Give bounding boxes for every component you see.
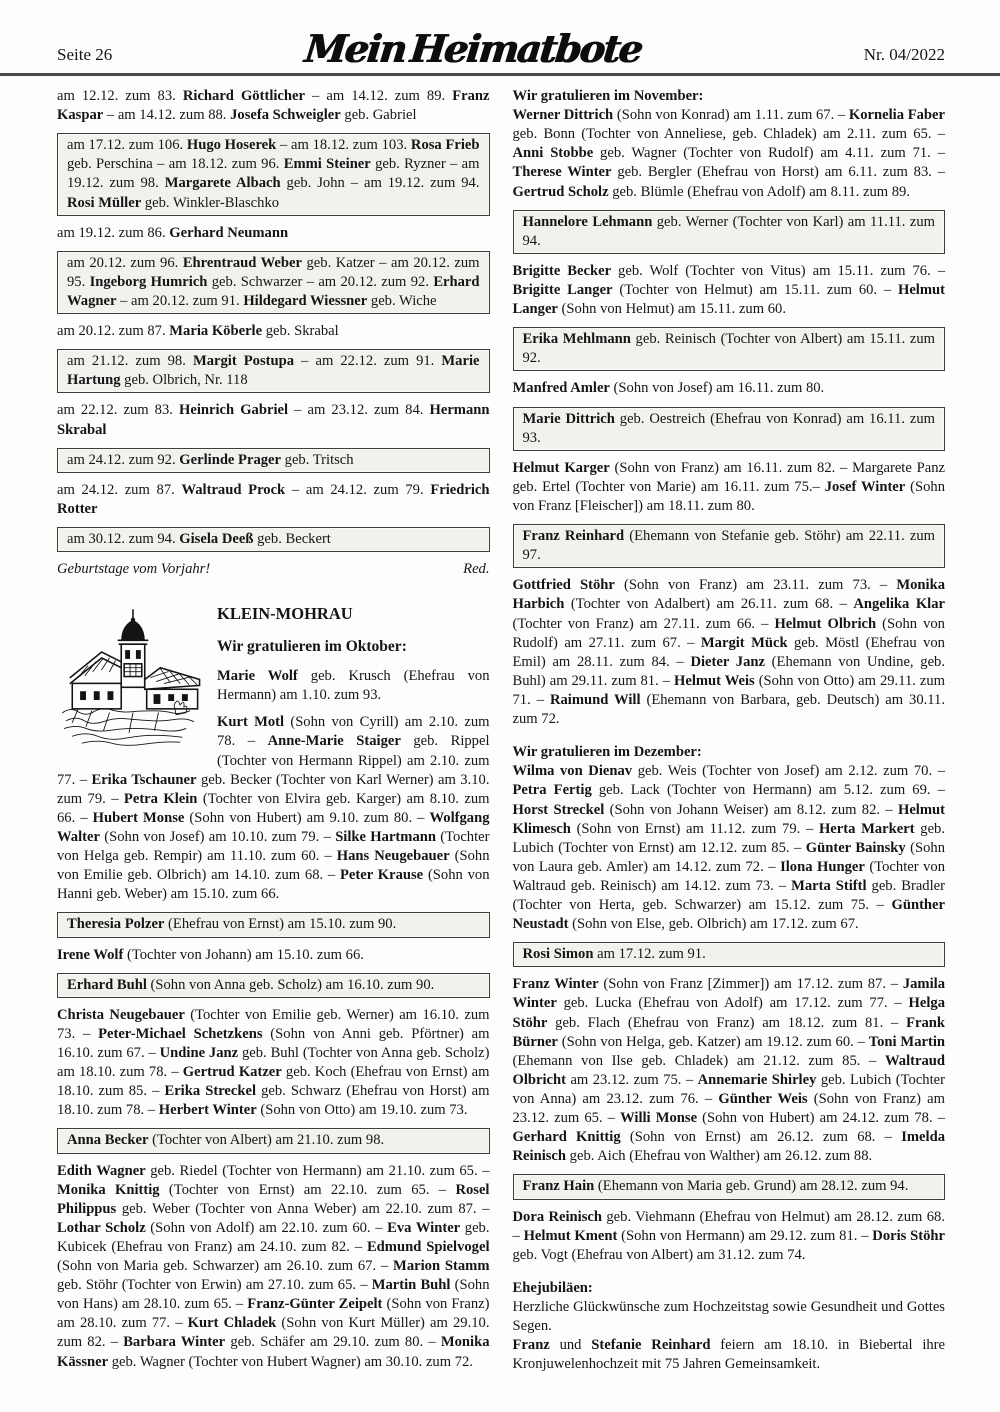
- person-name: Doris Stöhr: [872, 1227, 945, 1244]
- text-run: (Sohn von Ernst) am 26.12. zum 68. –: [620, 1129, 902, 1146]
- person-name: Herta Markert: [818, 820, 915, 837]
- boxed-announcement: [57, 133, 490, 215]
- person-name: Kurt Motl: [217, 714, 285, 731]
- text-run: (Tochter von Franz) am 27.11. zum 66. –: [512, 615, 775, 632]
- person-name: Hugo Hoserek: [186, 137, 277, 154]
- person-name: Silke Hartmann: [335, 828, 436, 845]
- text-run: geb. Buhl (Tochter von Anna geb. Scholz) am 18.10. zum 78. –: [57, 1044, 490, 1081]
- text-run: am 24.12. zum 87.: [57, 481, 182, 498]
- person-name: Gertrud Katzer: [182, 1064, 282, 1081]
- boxed-announcement: [57, 527, 490, 552]
- boxed-announcement: [57, 448, 490, 473]
- person-name: Rosa Frieb: [410, 137, 480, 154]
- announcement-paragraph: [513, 379, 946, 398]
- person-name: Peter Krause: [340, 867, 424, 884]
- person-name: Franz Kaspar: [57, 88, 490, 124]
- left-column: [57, 87, 490, 1382]
- text-run: geb. John – am 19.12. zum 94.: [280, 175, 480, 192]
- person-name: Wir gratulieren im November:: [512, 88, 704, 104]
- announcement-paragraph: [57, 322, 490, 341]
- boxed-announcement: [513, 327, 946, 371]
- person-name: Helmut Karger: [512, 459, 610, 476]
- person-name: Petra Fertig: [512, 782, 592, 799]
- person-name: Helga Stöhr: [512, 995, 945, 1031]
- person-name: Marie Wolf: [217, 668, 298, 685]
- person-name: Ehrentraud Weber: [182, 254, 302, 271]
- text-run: geb. Kubicek (Ehefrau von Franz) am 24.10. zum 82. –: [57, 1219, 490, 1255]
- text-run: geb. Perschina – am 18.12. zum 96.: [67, 156, 284, 173]
- text-run: geb. Schwarzer – am 20.12. zum 92.: [207, 273, 434, 290]
- person-name: Angelika Klar: [853, 596, 946, 613]
- text-run: geb. Weber (Tochter von Anna Weber) am 22.10. zum 87. –: [116, 1200, 490, 1217]
- text-run: (Tochter von Adalbert) am 26.11. zum 68. –: [564, 596, 854, 613]
- person-name: Christa Neugebauer: [57, 1006, 185, 1023]
- oktober-birthday-list: [57, 667, 490, 1372]
- person-name: Eva Winter: [387, 1219, 461, 1236]
- two-column-layout: [0, 76, 1000, 1382]
- text-run: geb. Koch (Ehefrau von Ernst) am 18.10. zum 85. –: [57, 1064, 490, 1100]
- person-name: Kornelia Faber: [848, 107, 946, 124]
- person-name: Gertrud Scholz: [512, 183, 609, 200]
- person-name: Toni Martin: [868, 1033, 946, 1050]
- month-heading: [513, 1279, 946, 1298]
- person-name: Friedrich Rotter: [57, 481, 490, 517]
- text-run: geb. Schäfer am 29.10. zum 80. –: [225, 1334, 441, 1351]
- person-name: Anne-Marie Staiger: [267, 733, 401, 750]
- person-name: Manfred Amler: [512, 380, 610, 397]
- text-run: (Ehemann von Barbara, geb. Deutsch) am 30.11. zum 72.: [512, 691, 945, 728]
- church-drawing-icon: [57, 607, 207, 749]
- text-run: am 19.12. zum 86.: [57, 224, 170, 241]
- text-run: geb. Krusch (Ehefrau von Hermann) am 1.10. zum 93.: [217, 668, 490, 704]
- text-run: (Ehemann von Stefanie geb. Stöhr) am 22.11. zum 97.: [522, 528, 935, 564]
- person-name: Gisela Deeß: [179, 530, 254, 547]
- text-run: (Sohn von Emilie geb. Olbrich) am 14.10. zum 68. –: [57, 848, 490, 884]
- text-run: (Sohn von Anni geb. Pförtner) am 16.10. zum 67. –: [57, 1025, 490, 1061]
- redaktion-signature: Red.: [463, 561, 490, 578]
- text-run: (Sohn von Helmut) am 15.11. zum 60.: [557, 301, 786, 318]
- text-run: (Sohn von Konrad) am 1.11. zum 67. –: [613, 107, 849, 124]
- month-heading: [513, 87, 946, 106]
- person-name: Herbert Winter: [158, 1102, 257, 1119]
- text-run: geb. Möstl (Ehefrau von Emil) am 28.11. zum 84. –: [512, 634, 945, 670]
- text-run: (Sohn von Otto) am 29.11. zum 71. –: [512, 672, 946, 708]
- text-run: am 17.12. zum 106.: [67, 137, 187, 154]
- person-name: Margit Postupa: [192, 353, 295, 370]
- boxed-announcement: [57, 912, 490, 937]
- boxed-announcement: [57, 349, 490, 393]
- boxed-announcement: [57, 973, 490, 998]
- person-name: Josefa Schweigler: [230, 107, 341, 124]
- person-name: Rosel Philippus: [57, 1181, 490, 1217]
- text-run: (Sohn von Maria geb. Schwarzer) am 26.10. zum 67. –: [57, 1258, 394, 1275]
- person-name: Hans Neugebauer: [336, 848, 450, 865]
- text-run: geb. Ryzner – am 19.12. zum 98.: [67, 156, 480, 192]
- announcement-paragraph: [57, 224, 490, 243]
- text-run: am 21.12. zum 98.: [67, 353, 193, 370]
- issue-number: Nr. 04/2022: [863, 44, 945, 64]
- text-run: (Sohn von Franz [Zimmer]) am 17.12. zum 87. –: [598, 976, 903, 993]
- text-run: (Sohn von Helga, geb. Katzer) am 19.12. zum 60. –: [557, 1033, 869, 1050]
- announcement-paragraph: [513, 459, 946, 516]
- announcement-paragraph: [513, 762, 946, 934]
- announcement-paragraph: [57, 946, 490, 965]
- masthead-logo: Mein Heimatbote: [302, 26, 644, 71]
- person-name: Helmut Weis: [674, 672, 755, 689]
- person-name: Marie Hartung: [67, 353, 480, 389]
- person-name: Martin Buhl: [371, 1277, 451, 1294]
- person-name: Frank Bürner: [512, 1014, 945, 1050]
- announcement-paragraph: [513, 576, 946, 729]
- text-run: (Tochter von Emilie geb. Werner) am 16.10. zum 73. –: [57, 1006, 490, 1042]
- text-run: (Sohn von Franz) am 28.10. zum 77. –: [57, 1296, 490, 1332]
- person-name: Hubert Monse: [92, 809, 185, 826]
- text-run: geb. Wiche: [367, 292, 437, 309]
- person-name: Raimund Will: [549, 691, 641, 708]
- person-name: Annemarie Shirley: [697, 1071, 817, 1088]
- text-run: (Ehemann von Maria geb. Grund) am 28.12. zum 94.: [594, 1178, 909, 1195]
- text-run: geb. Rippel (Tochter von Hermann Rippel) am 2.10. zum 77. –: [57, 733, 490, 788]
- text-run: geb. Wagner (Tochter von Rudolf) am 4.11. zum 71. –: [593, 145, 945, 162]
- text-run: und: [549, 1337, 592, 1354]
- text-run: (Sohn von Otto) am 19.10. zum 73.: [256, 1102, 468, 1119]
- text-run: geb. Oestreich (Ehefrau von Konrad) am 16.11. zum 93.: [522, 410, 936, 446]
- announcement-paragraph: [513, 106, 946, 202]
- page-number: Seite 26: [57, 44, 113, 64]
- person-name: Helmut Olbrich: [774, 615, 877, 632]
- text-run: (Sohn von Johann Weiser) am 8.12. zum 82. –: [604, 801, 898, 818]
- text-run: geb. Viehmann (Ehefrau von Helmut) am 28.12. zum 68. –: [512, 1208, 945, 1244]
- text-run: (Sohn von Hans) am 28.10. zum 65. –: [57, 1277, 490, 1313]
- text-run: geb. Bonn (Tochter von Anneliese, geb. Chladek) am 2.11. zum 65. –: [512, 126, 945, 143]
- text-run: – am 18.12. zum 103.: [276, 137, 411, 154]
- vorjahr-birthday-list: [57, 87, 490, 579]
- text-run: am 30.12. zum 94.: [67, 530, 180, 547]
- text-run: geb. Blümle (Ehefrau von Adolf) am 8.11. zum 89.: [608, 183, 910, 200]
- text-run: (Ehefrau von Ernst) am 15.10. zum 90.: [164, 916, 397, 933]
- person-name: Günther Weis: [718, 1091, 808, 1108]
- person-name: Lothar Scholz: [57, 1219, 146, 1236]
- person-name: Erika Tschauner: [91, 771, 197, 788]
- text-run: (Sohn von Franz) am 16.11. zum 82. – Margarete Panz geb. Ertel (Tochter von Marie) am 16.11. zum 75.–: [512, 459, 946, 495]
- text-run: (Sohn von Rudolf) am 27.11. zum 67. –: [512, 615, 945, 651]
- text-run: geb. Katzer – am 20.12. zum 95.: [67, 254, 480, 290]
- boxed-announcement: [513, 407, 946, 451]
- text-run: geb. Wagner (Tochter von Hubert Wagner) am 30.10. zum 72.: [108, 1353, 473, 1370]
- announcement-paragraph: [57, 481, 490, 519]
- section-title: KLEIN-MOHRAU: [217, 604, 353, 624]
- person-name: Kurt Chladek: [187, 1315, 277, 1332]
- text-run: (Sohn von Franz [Fleischer]) am 18.11. zum 80.: [512, 478, 946, 514]
- text-run: geb. Flach (Ehefrau von Franz) am 18.12. zum 81. –: [547, 1014, 907, 1031]
- text-run: (Tochter von Johann) am 15.10. zum 66.: [123, 946, 364, 963]
- announcement-paragraph: [513, 975, 946, 1166]
- text-run: geb. Schwarz (Ehefrau von Horst) am 18.10. zum 78. –: [57, 1083, 490, 1119]
- text-run: geb. Stöhr (Tochter von Erwin) am 27.10. zum 65. –: [57, 1277, 372, 1294]
- person-name: Barbara Winter: [123, 1334, 226, 1351]
- person-name: Hermann Skrabal: [57, 402, 490, 438]
- text-run: (Sohn von Adolf) am 22.10. zum 60. –: [145, 1219, 388, 1236]
- text-run: (Sohn von Laura geb. Amler) am 14.12. zum 72. –: [512, 839, 946, 875]
- person-name: Jamila Winter: [512, 976, 945, 1012]
- boxed-announcement: [513, 210, 946, 254]
- announcement-paragraph: [57, 1162, 490, 1372]
- text-run: geb. Lubich (Tochter von Anna) am 23.12. zum 76. –: [512, 1071, 945, 1108]
- person-name: Dieter Janz: [690, 653, 765, 670]
- text-run: (Sohn von Else, geb. Olbrich) am 17.12. zum 67.: [568, 916, 859, 933]
- page-header: [0, 0, 1000, 76]
- person-name: Margarete Albach: [164, 175, 281, 192]
- text-run: geb. Lack (Tochter von Hermann) am 5.12. zum 69. –: [591, 782, 945, 799]
- person-name: Margit Mück: [700, 634, 788, 651]
- person-name: Marion Stamm: [393, 1258, 490, 1275]
- person-name: Helmut Klimesch: [512, 801, 945, 837]
- text-run: (Sohn von Cyrill) am 2.10. zum 78. –: [217, 714, 490, 750]
- text-run: am 20.12. zum 96.: [67, 254, 183, 271]
- person-name: Helmut Langer: [512, 281, 945, 318]
- text-run: geb. Lubich (Tochter von Ernst) am 12.12. zum 85. –: [512, 820, 946, 856]
- person-name: Franz Reinhard: [522, 528, 625, 545]
- text-run: am 23.12. zum 75. –: [566, 1071, 698, 1088]
- person-name: Helmut Kment: [523, 1227, 618, 1244]
- person-name: Ingeborg Humrich: [89, 273, 208, 290]
- person-name: Brigitte Becker: [512, 262, 612, 279]
- vorjahr-note: Geburtstage vom Vorjahr!: [57, 561, 211, 578]
- text-run: – am 14.12. zum 88.: [103, 107, 231, 124]
- text-run: (Sohn von Franz) am 23.11. zum 73. –: [614, 577, 897, 594]
- text-run: geb. Reinisch (Tochter von Albert) am 15.11. zum 92.: [522, 331, 936, 367]
- text-run: geb. Vogt (Ehefrau von Albert) am 31.12. zum 74.: [512, 1246, 806, 1263]
- text-run: geb. Becker (Tochter von Karl Werner) am 3.10. zum 79. –: [57, 771, 490, 807]
- month-heading: [513, 743, 946, 762]
- text-run: – am 22.12. zum 91.: [294, 353, 442, 370]
- text-run: am 24.12. zum 92.: [67, 451, 180, 468]
- text-run: geb. Beckert: [253, 530, 331, 547]
- person-name: Werner Dittrich: [512, 107, 614, 124]
- person-name: Josef Winter: [824, 478, 906, 495]
- text-run: am 17.12. zum 91.: [593, 946, 706, 963]
- person-name: Wolfgang Walter: [57, 809, 490, 845]
- person-name: Anni Stobbe: [512, 145, 594, 162]
- text-run: Herzliche Glückwünsche zum Hochzeitstag sowie Gesundheit und Gottes Segen.: [512, 1299, 945, 1335]
- text-run: feiern am 18.10. in Biebertal ihre Kronjuwelenhochzeit mit 75 Jahren Gemeinsamkeit.: [512, 1337, 946, 1373]
- announcement-paragraph: [57, 87, 490, 125]
- text-run: geb. Bradler (Tochter von Herta, geb. Schwarzer) am 15.12. zum 75. –: [512, 877, 945, 914]
- text-run: (Sohn von Kurt Müller) am 29.10. zum 82. –: [57, 1315, 490, 1351]
- announcement-paragraph: [513, 1298, 946, 1374]
- text-run: geb. Riedel (Tochter von Hermann) am 21.10. zum 65. –: [145, 1162, 490, 1179]
- text-run: (Sohn von Josef) am 10.10. zum 79. –: [99, 828, 336, 845]
- vorjahr-line: [57, 560, 490, 579]
- boxed-announcement: [57, 251, 490, 314]
- person-name: Monika Harbich: [512, 577, 945, 613]
- text-run: geb. Weis (Tochter von Josef) am 2.12. zum 70. –: [632, 763, 945, 780]
- person-name: Marie Dittrich: [522, 410, 615, 427]
- person-name: Erhard Buhl: [67, 976, 147, 993]
- boxed-announcement: [513, 1174, 946, 1199]
- text-run: – am 23.12. zum 84.: [288, 402, 430, 419]
- person-name: Erika Mehlmann: [522, 331, 631, 348]
- person-name: Ilona Hunger: [780, 858, 865, 875]
- text-run: (Sohn von Franz) am 23.12. zum 65. –: [512, 1091, 945, 1127]
- person-name: Franz: [512, 1337, 550, 1354]
- text-run: geb. Wolf (Tochter von Vitus) am 15.11. zum 76. –: [611, 262, 945, 279]
- person-name: Wir gratulieren im Dezember:: [512, 744, 702, 761]
- person-name: Franz Hain: [522, 1178, 595, 1195]
- text-run: – am 20.12. zum 91.: [116, 292, 244, 309]
- text-run: – am 24.12. zum 79.: [285, 481, 431, 498]
- text-run: geb. Werner (Tochter von Karl) am 11.11. zum 94.: [522, 213, 935, 249]
- person-name: Brigitte Langer: [512, 281, 613, 298]
- november-december-birthday-list: [513, 87, 946, 1374]
- text-run: (Ehemann von Undine, geb. Buhl) am 29.11. zum 81. –: [512, 653, 945, 689]
- text-run: (Tochter von Waltraud geb. Reinisch) am 14.12. zum 73. –: [512, 858, 945, 894]
- announcement-paragraph: [513, 1208, 946, 1265]
- person-name: Maria Köberle: [169, 323, 263, 340]
- person-name: Horst Streckel: [512, 801, 605, 818]
- person-name: Hannelore Lehmann: [522, 213, 653, 230]
- person-name: Undine Janz: [159, 1044, 239, 1061]
- person-name: Günther Neustadt: [512, 897, 945, 933]
- text-run: (Sohn von Anna geb. Scholz) am 16.10. zum 90.: [146, 976, 435, 993]
- text-run: (Tochter von Helmut) am 15.11. zum 60. –: [612, 281, 898, 298]
- person-name: Marta Stiftl: [791, 877, 867, 894]
- text-run: geb. Lucka (Ehefrau von Adolf) am 17.12. zum 77. –: [556, 995, 909, 1012]
- boxed-announcement: [513, 942, 946, 967]
- person-name: Erhard Wagner: [67, 273, 480, 309]
- person-name: Petra Klein: [123, 790, 198, 807]
- text-run: (Sohn von Hubert) am 9.10. zum 80. –: [184, 809, 430, 826]
- church-illustration: [57, 607, 207, 749]
- person-name: Willi Monse: [620, 1110, 698, 1127]
- person-name: Ehejubiläen:: [512, 1279, 593, 1296]
- text-run: (Sohn von Hubert) am 24.12. zum 78. –: [697, 1110, 945, 1127]
- announcement-paragraph: [57, 1006, 490, 1121]
- text-run: geb. Skrabal: [262, 323, 339, 340]
- announcement-paragraph: [513, 262, 946, 319]
- text-run: (Sohn von Hermann) am 29.12. zum 81. –: [617, 1227, 873, 1244]
- text-run: am 20.12. zum 87.: [57, 323, 170, 340]
- text-run: (Ehemann von Ilse geb. Chladek) am 21.12. zum 85. –: [512, 1052, 885, 1069]
- text-run: (Tochter von Elvira geb. Karger) am 8.10. zum 66. –: [57, 790, 490, 826]
- text-run: geb. Bergler (Ehefrau von Horst) am 6.11. zum 83. –: [611, 164, 945, 181]
- person-name: Irene Wolf: [57, 946, 124, 963]
- person-name: Rosi Simon: [522, 946, 594, 963]
- section-subtitle: Wir gratulieren im Oktober:: [217, 637, 407, 655]
- person-name: Monika Knittig: [57, 1181, 160, 1198]
- text-run: (Sohn von Hanni geb. Weber) am 15.10. zum 66.: [57, 867, 490, 903]
- right-column: [513, 87, 946, 1382]
- text-run: geb. Gabriel: [340, 107, 417, 124]
- person-name: Gottfried Stöhr: [512, 577, 615, 594]
- person-name: Franz-Günter Zeipelt: [247, 1296, 383, 1313]
- person-name: Dora Reinisch: [512, 1208, 602, 1225]
- person-name: Anna Becker: [67, 1132, 149, 1149]
- person-name: Emmi Steiner: [283, 156, 371, 173]
- person-name: Waltraud Olbricht: [512, 1052, 945, 1088]
- person-name: Peter-Michael Schetzkens: [98, 1025, 263, 1042]
- person-name: Richard Göttlicher: [182, 88, 305, 104]
- text-run: (Sohn von Ernst) am 11.12. zum 79. –: [570, 820, 819, 837]
- person-name: Gerhard Knittig: [512, 1129, 621, 1146]
- text-run: (Tochter von Albert) am 21.10. zum 98.: [148, 1132, 385, 1149]
- boxed-announcement: [513, 524, 946, 568]
- text-run: (Sohn von Josef) am 16.11. zum 80.: [609, 380, 825, 397]
- person-name: Waltraud Prock: [181, 481, 286, 498]
- text-run: am 12.12. zum 83.: [57, 88, 183, 104]
- person-name: Stefanie Reinhard: [591, 1337, 711, 1354]
- boxed-announcement: [57, 1128, 490, 1153]
- person-name: Imelda Reinisch: [512, 1129, 945, 1165]
- text-run: geb. Winkler-Blaschko: [141, 194, 280, 211]
- text-run: geb. Aich (Ehefrau von Walther) am 26.12. zum 88.: [566, 1148, 873, 1165]
- person-name: Gerhard Neumann: [169, 224, 289, 241]
- person-name: Heinrich Gabriel: [179, 402, 289, 419]
- text-run: – am 14.12. zum 89.: [305, 88, 453, 104]
- person-name: Edmund Spielvogel: [366, 1238, 490, 1255]
- person-name: Rosi Müller: [67, 194, 142, 211]
- person-name: Gerlinde Prager: [179, 451, 281, 468]
- person-name: Franz Winter: [512, 976, 599, 993]
- person-name: Wilma von Dienav: [512, 763, 633, 780]
- text-run: am 22.12. zum 83.: [57, 402, 179, 419]
- text-run: geb. Tritsch: [281, 451, 354, 468]
- person-name: Günter Bainsky: [805, 839, 906, 856]
- person-name: Theresia Polzer: [67, 916, 165, 933]
- person-name: Edith Wagner: [57, 1162, 146, 1179]
- text-run: (Tochter von Helga geb. Rempir) am 11.10. zum 60. –: [57, 828, 490, 865]
- person-name: Monika Kässner: [57, 1334, 490, 1370]
- person-name: Therese Winter: [512, 164, 612, 181]
- text-run: (Tochter von Ernst) am 22.10. zum 65. –: [159, 1181, 456, 1198]
- person-name: Hildegard Wiessner: [243, 292, 368, 309]
- person-name: Erika Streckel: [164, 1083, 257, 1100]
- text-run: geb. Olbrich, Nr. 118: [120, 372, 248, 389]
- announcement-paragraph: [57, 401, 490, 439]
